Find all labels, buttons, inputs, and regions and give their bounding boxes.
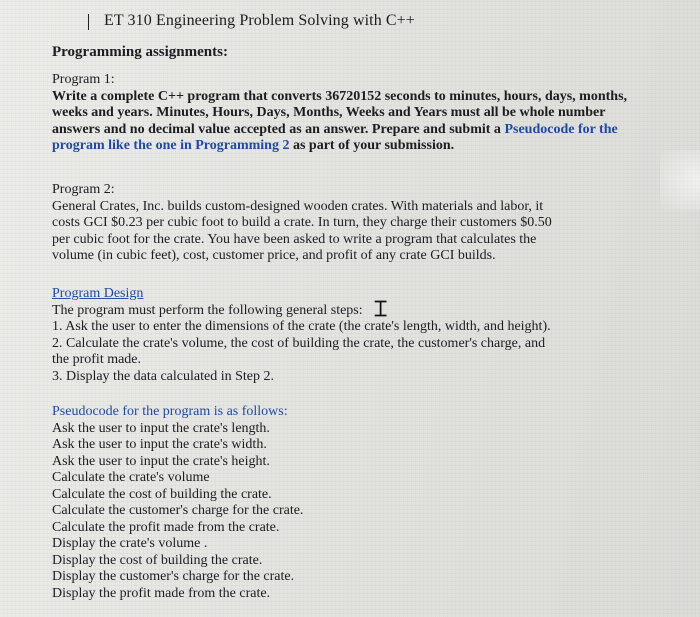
- program-2-line-4: volume (in cubic feet), cost, customer price, and profit of any crate GCI builds.: [52, 248, 496, 263]
- program-design-label: Program Design: [52, 286, 144, 301]
- program-2-label: Program 2:: [52, 182, 115, 197]
- design-line-4: the profit made.: [52, 352, 142, 367]
- program-2-line-1: General Crates, Inc. builds custom-designed wooden crates. With materials and labor, it: [52, 198, 544, 214]
- pseudocode-line-2: Ask the user to input the crate's width.: [52, 437, 267, 452]
- pseudocode-line-6: Calculate the customer's charge for the crate.: [52, 503, 304, 518]
- program-2-section: [52, 182, 612, 265]
- design-line-5: 3. Display the data calculated in Step 2.: [52, 368, 274, 384]
- program-design-section: [52, 286, 612, 385]
- program-1-line-2: weeks and years. Minutes, Hours, Days, Months, Weeks and Years must all be whole number: [52, 105, 606, 120]
- pseudocode-link-part-2: program like the one in Programming 2: [52, 138, 290, 153]
- design-line-3: 2. Calculate the crate's volume, the cost of building the crate, the customer's charge, and: [52, 335, 546, 351]
- pseudocode-label: Pseudocode for the program is as follows:: [52, 404, 288, 419]
- document-title: ET 310 Engineering Problem Solving with C++: [104, 12, 415, 29]
- pseudocode-section: [52, 404, 372, 602]
- program-2-line-3: per cubic foot for the crate. You have been asked to write a program that calculates the: [52, 231, 537, 247]
- program-1-section: [52, 72, 648, 155]
- pseudocode-line-9: Display the cost of building the crate.: [52, 552, 263, 568]
- program-1-line-3-text: answers and no decimal value accepted as an answer. Prepare and submit a: [52, 121, 501, 137]
- pseudocode-line-4: Calculate the crate's volume: [52, 470, 210, 485]
- ibeam-cursor-icon: ⌶: [374, 296, 388, 322]
- design-line-2: 1. Ask the user to enter the dimensions of the crate (the crate's length, width, and height).: [52, 319, 551, 334]
- pseudocode-line-10: Display the customer's charge for the crate.: [52, 569, 295, 584]
- pseudocode-line-1: Ask the user to input the crate's length.: [52, 420, 270, 436]
- pseudocode-line-3: Ask the user to input the crate's height.: [52, 453, 270, 469]
- screen-glare: [660, 150, 700, 210]
- program-1-line-3: [52, 122, 648, 139]
- program-1-line-1: Write a complete C++ program that converts 36720152 seconds to minutes, hours, days, months,: [52, 88, 628, 104]
- pseudocode-line-7: Calculate the profit made from the crate.: [52, 519, 280, 535]
- section-heading: Programming assignments:: [52, 44, 228, 60]
- design-line-1: The program must perform the following general steps:: [52, 302, 363, 318]
- text-cursor: [88, 14, 89, 30]
- program-1-line-4: [52, 138, 648, 155]
- program-2-line-2: costs GCI $0.23 per cubic foot to build a crate. In turn, they charge their customers $0.50: [52, 215, 552, 230]
- pseudocode-line-11: Display the profit made from the crate.: [52, 585, 271, 601]
- pseudocode-link-part-1: Pseudocode for the: [504, 121, 618, 137]
- pseudocode-line-8: Display the crate's volume .: [52, 536, 208, 551]
- pseudocode-line-5: Calculate the cost of building the crate.: [52, 486, 272, 502]
- program-1-label: Program 1:: [52, 72, 115, 87]
- program-1-line-4-rest: as part of your submission.: [292, 138, 455, 153]
